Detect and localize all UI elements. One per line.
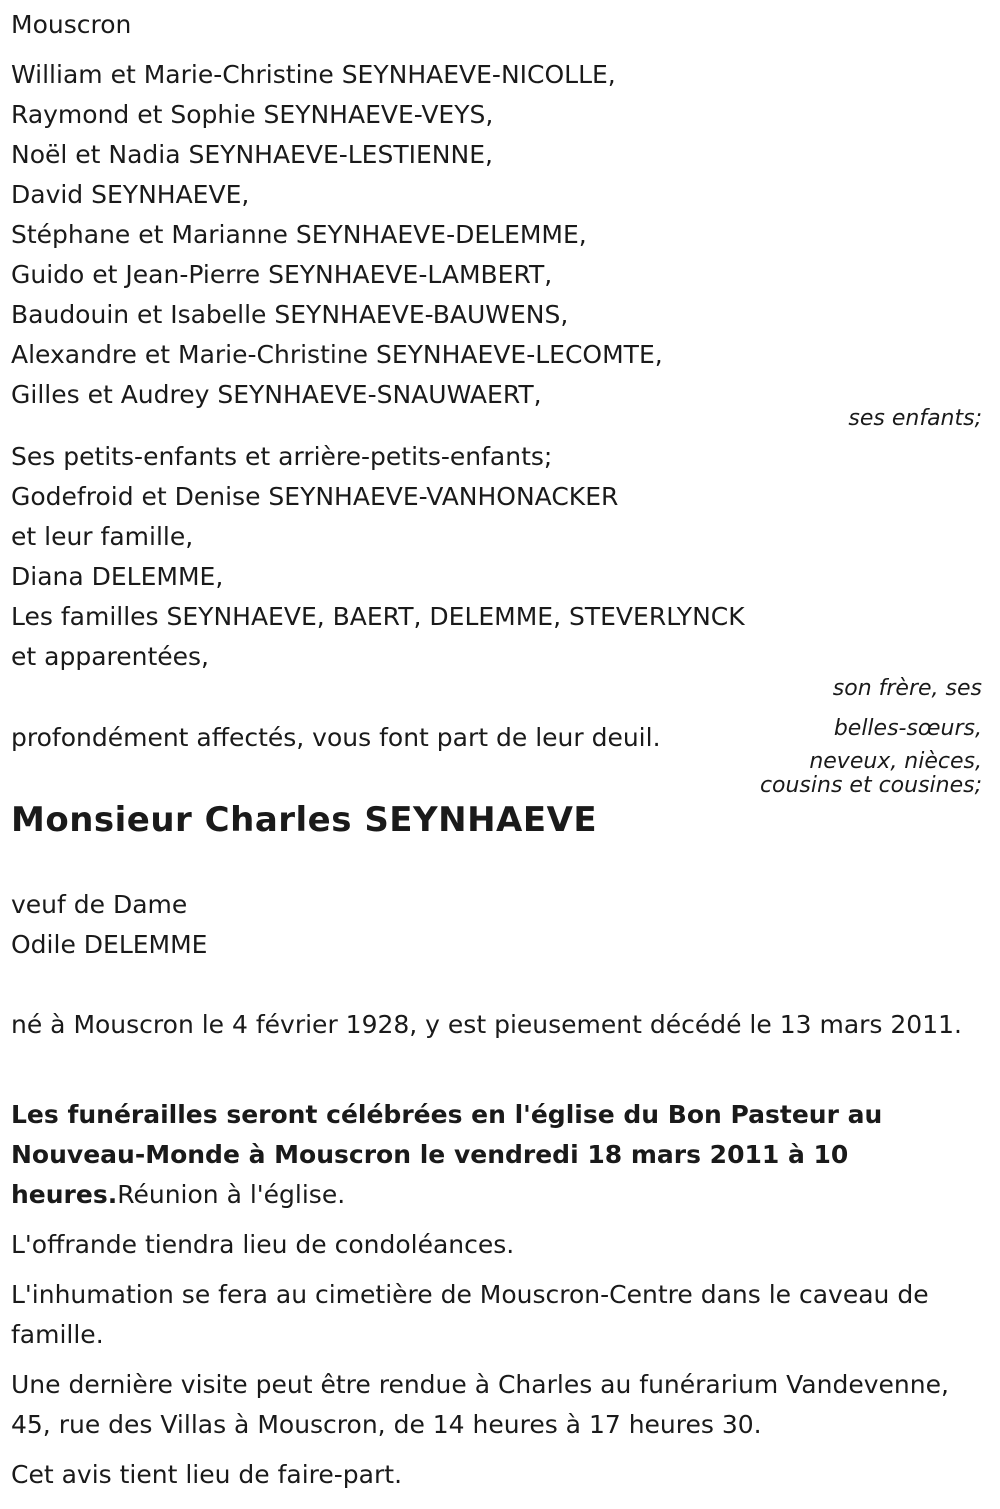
child-line: Baudouin et Isabelle SEYNHAEVE-BAUWENS, (11, 300, 569, 329)
child-line: Gilles et Audrey SEYNHAEVE-SNAUWAERT, (11, 380, 542, 409)
child-line: Raymond et Sophie SEYNHAEVE-VEYS, (11, 100, 494, 129)
closing-text: Cet avis tient lieu de faire-part. (11, 1460, 403, 1489)
relatives-role-line: belles-sœurs, (833, 716, 982, 741)
deceased-name: Monsieur Charles SEYNHAEVE (11, 800, 598, 840)
child-line: William et Marie-Christine SEYNHAEVE-NICOLLE, (11, 60, 616, 89)
children-role: ses enfants; (848, 406, 982, 431)
funeral-paragraph (11, 1095, 986, 1215)
relative-line: et apparentées, (11, 642, 209, 671)
city-heading: Mouscron (11, 10, 132, 39)
relative-line: et leur famille, (11, 522, 194, 551)
relatives-role-line: cousins et cousines; (759, 773, 982, 798)
announcement-text: profondément affectés, vous font part de leur deuil. (11, 723, 661, 752)
child-line: Stéphane et Marianne SEYNHAEVE-DELEMME, (11, 220, 587, 249)
child-line: Noël et Nadia SEYNHAEVE-LESTIENNE, (11, 140, 493, 169)
relative-line: Diana DELEMME, (11, 562, 224, 591)
relatives-role-line: neveux, nièces, (809, 749, 982, 774)
widower-line: veuf de Dame (11, 890, 188, 919)
relatives-role-cont (760, 750, 982, 798)
relatives-list (11, 437, 745, 677)
widower-block (11, 885, 207, 965)
funeral-details: Les funérailles seront célébrées en l'église du Bon Pasteur au Nouveau-Monde à Mouscron le vendredi 18 mars 2011 à 10 heures. (11, 1100, 883, 1209)
relatives-role-line: son frère, ses (832, 676, 982, 701)
widower-line: Odile DELEMME (11, 930, 208, 959)
offering-text: L'offrande tiendra lieu de condoléances. (11, 1230, 515, 1259)
relative-line: Les familles SEYNHAEVE, BAERT, DELEMME, STEVERLYNCK (11, 602, 745, 631)
burial-text: L'inhumation se fera au cimetière de Mouscron-Centre dans le caveau de famille. (11, 1280, 929, 1349)
relative-line: Godefroid et Denise SEYNHAEVE-VANHONACKER (11, 482, 619, 511)
birth-death-text: né à Mouscron le 4 février 1928, y est pieusement décédé le 13 mars 2011. (11, 1010, 962, 1039)
relatives-role (833, 669, 982, 749)
funeral-meeting: Réunion à l'église. (117, 1180, 346, 1209)
children-list (11, 55, 663, 415)
child-line: Alexandre et Marie-Christine SEYNHAEVE-LECOMTE, (11, 340, 663, 369)
visit-text: Une dernière visite peut être rendue à Charles au funérarium Vandevenne, 45, rue des Villas à Mouscron, de 14 heures à 17 heures 30. (11, 1370, 949, 1439)
relative-line: Ses petits-enfants et arrière-petits-enfants; (11, 442, 553, 471)
child-line: Guido et Jean-Pierre SEYNHAEVE-LAMBERT, (11, 260, 553, 289)
child-line: David SEYNHAEVE, (11, 180, 250, 209)
